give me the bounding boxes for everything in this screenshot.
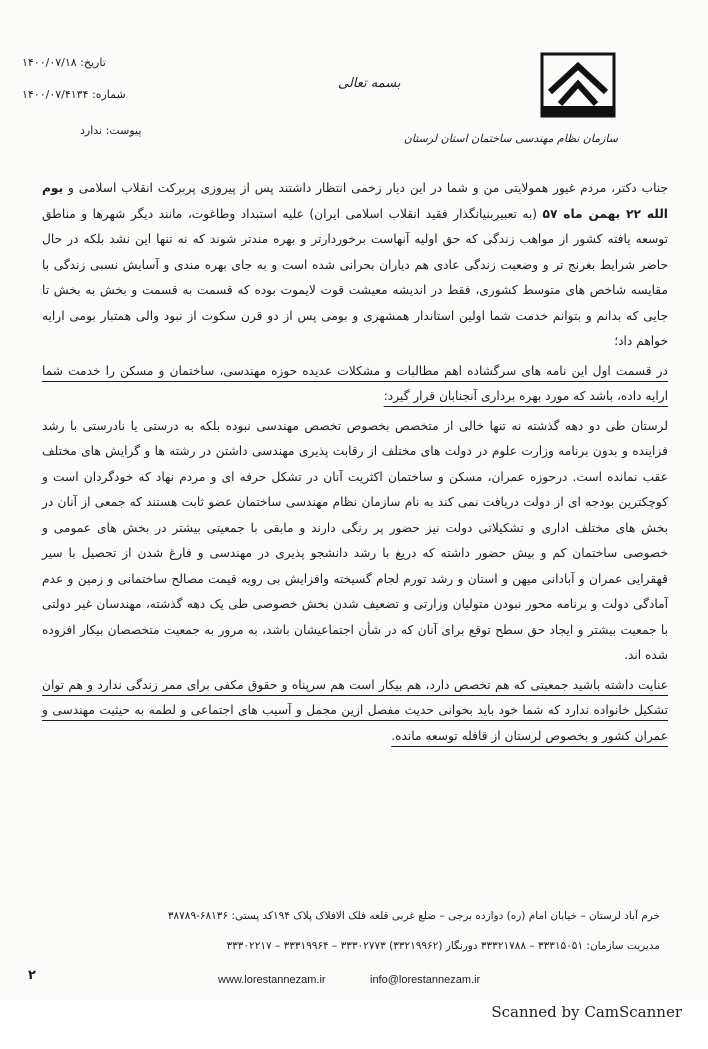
paragraph-intro-rest: (به تعبیربنیانگذار فقید انقلاب اسلامی ایران) علیه استبداد وطاغوت، مانند دیگر شهرها و مناطق توسعه یافته کشور از مواهب زندگی که حق اولیه آنهاست برخوردارتر و بهره مندتر شوند که نه تنها این نشد بلکه در حال حاضر شرایط بغرنج تر و وضعیت زندگی عادی هم دیاران بحرانی شده است و به جای بهره مندی و آسایش نسبی زندگی با مقایسه شاخص های متوسط کشوری، فقط در اندیشه معیشت قوت لایموت بوده که قسمت به قسمت و بخش به بخش تا جایی که بدانم و بتوانم خدمت شما اولین استاندار همشهری و بومی پس از دو قرن سکوت از نبود والی همتبار بومی ارایه خواهم داد؛ [42,206,668,348]
paragraph-part-one: در قسمت اول این نامه های سرگشاده اهم مطالبات و مشکلات عدیده حوزه مهندسی، ساختمان و مسکن را خدمت شما ارایه داده، باشد که مورد بهره برداری آنجنابان قرار گیرد: [42,363,668,403]
footer-phones: مدیریت سازمان: ۳۳۳۱۵۰۵۱ – ۳۳۳۲۱۷۸۸ دورنگار (۳۳۲۱۹۹۶۲) ۳۳۳۰۲۷۷۳ – ۳۳۳۱۹۹۶۴ – ۳۳۳۰۲۲۱۷ [226,940,660,952]
footer-website-link[interactable]: www.lorestannezam.ir [218,974,326,986]
paragraph-intro-start: جناب دکتر، مردم غیور همولایتی من و شما در این دیار زخمی انتظار داشتند پس از پیروزی پربرکت انقلاب اسلامی و [68,181,668,195]
nezam-mohandesi-logo-icon [540,52,616,118]
bismillah-heading: بسمه تعالی [338,76,401,91]
paragraph-intro [42,176,668,355]
organization-name: سازمان نظام مهندسی ساختمان استان لرستان [403,132,618,145]
page-number: ۲ [28,968,36,983]
letter-date: تاریخ: ۱۴۰۰/۰۷/۱۸ [22,56,106,69]
letter-attachment: پیوست: ندارد [80,124,142,137]
scanner-watermark: Scanned by CamScanner [491,1003,682,1021]
paragraph-main: لرستان طی دو دهه گذشته نه تنها خالی از متخصص بخصوص تخصص مهندسی نبوده بلکه به درستی یا نادرستی با رشد فزاینده و بدون برنامه وزارت علوم در دولت های مختلف از رقابت پذیری مهندسی داشتن در رشته ها و گرایش های مختلف عقب نمانده است. درحوزه عمران، مسکن و ساختمان اکثریت آنان در تشکل حرفه ای و مردم نهاد که خودگردان است و کوچکترین بودجه ای از دولت دریافت نمی کند به نام سازمان نظام مهندسی ساختمان عضو ثابت هستند که جمعی از آنان در بخش های مختلف اداری و تشکیلاتی دولت نیز حضور پر رنگی دارند و مابقی با جمعیتی بیشتر در بخش های عمومی و خصوصی ساختمان کم و بیش حضور داشته که دریغ با رشد دانشجو پذیری در مهندسی و فارغ شدن از تحصیل با سیر قهقرایی عمران و آبادانی میهن و استان و رشد تورم لجام گسیخته وافزایش بی رویه قیمت مصالح ساختمانی و زمین و عدم آمادگی دولت و برنامه محور نبودن متولیان وزارتی و تضعیف شدن بخش خصوصی طی یک دهه گذشته، مهندسان غیر دولتی با جمعیت بیشتر و ایجاد حق سطح توقع برای آنان که در شأن اجتماعیشان باشد، به مرور به جمعیت متخصصان بیکار افزوده شده اند. [42,418,668,662]
letter-number: شماره: ۱۴۰۰/۰۷/۴۱۳۴ [22,88,126,101]
paragraph-closing: عنایت داشته باشید جمعیتی که هم تخصص دارد، هم بیکار است هم سرپناه و حقوق مکفی برای ممر زندگی ندارد و هم توان تشکیل خانواده ندارد که شما خود باید بخوانی حدیث مفصل ازین مجمل و آسیب های اجتماعی و لطمه به حیثیت مهندسی و عمران کشور و بخصوص لرستان از قافله توسعه مانده. [42,677,668,743]
letter-body [42,176,668,753]
footer-email-link[interactable]: info@lorestannezam.ir [370,974,481,986]
footer-address: خرم آباد لرستان – خیابان امام (ره) دوازده برجی – ضلع غربی قلعه فلک الافلاک پلاک ۱۹۴کد پستی: ۶۸۱۳۶-۳۸۷۸۹ [167,910,660,922]
paragraph-intro-date-bold: یوم الله ۲۲ بهمن ماه ۵۷ [42,181,668,221]
